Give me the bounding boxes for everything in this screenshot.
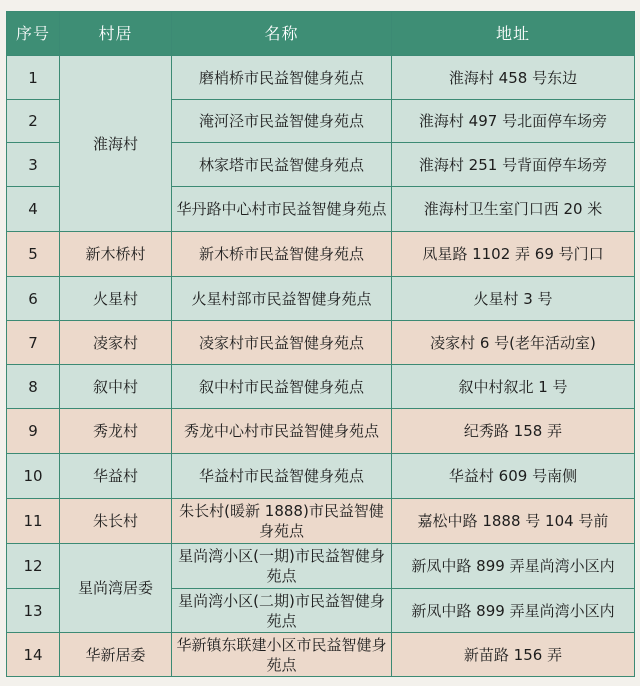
header-address: 地址	[392, 12, 635, 56]
table-row	[7, 232, 635, 277]
cell-address: 淮海村 458 号东边	[392, 56, 635, 100]
table-container	[6, 11, 634, 677]
cell-village: 华新居委	[60, 633, 172, 677]
cell-address: 淮海村卫生室门口西 20 米	[392, 187, 635, 232]
cell-seq: 7	[7, 321, 60, 365]
cell-village: 华益村	[60, 454, 172, 499]
header-row	[7, 12, 635, 56]
cell-village: 秀龙村	[60, 409, 172, 454]
cell-address: 淮海村 251 号背面停车场旁	[392, 143, 635, 187]
header-village: 村居	[60, 12, 172, 56]
cell-name: 华益村市民益智健身苑点	[172, 454, 392, 499]
cell-village: 叙中村	[60, 365, 172, 409]
header-seq: 序号	[7, 12, 60, 56]
cell-address: 新凤中路 899 弄星尚湾小区内	[392, 544, 635, 589]
cell-name: 星尚湾小区(二期)市民益智健身苑点	[172, 589, 392, 633]
cell-seq: 10	[7, 454, 60, 499]
table-row	[7, 499, 635, 544]
cell-name: 淹河泾市民益智健身苑点	[172, 100, 392, 143]
cell-seq: 12	[7, 544, 60, 589]
cell-village: 星尚湾居委	[60, 544, 172, 633]
cell-address: 纪秀路 158 弄	[392, 409, 635, 454]
cell-village: 新木桥村	[60, 232, 172, 277]
cell-village: 朱长村	[60, 499, 172, 544]
cell-address: 凤星路 1102 弄 69 号门口	[392, 232, 635, 277]
cell-name: 秀龙中心村市民益智健身苑点	[172, 409, 392, 454]
table-row	[7, 544, 635, 589]
cell-name: 林家塔市民益智健身苑点	[172, 143, 392, 187]
cell-seq: 4	[7, 187, 60, 232]
cell-seq: 1	[7, 56, 60, 100]
cell-seq: 6	[7, 277, 60, 321]
cell-name: 叙中村市民益智健身苑点	[172, 365, 392, 409]
table-row	[7, 409, 635, 454]
cell-seq: 13	[7, 589, 60, 633]
cell-name: 火星村部市民益智健身苑点	[172, 277, 392, 321]
cell-name: 华新镇东联建小区市民益智健身苑点	[172, 633, 392, 677]
cell-name: 磨梢桥市民益智健身苑点	[172, 56, 392, 100]
table-row	[7, 365, 635, 409]
cell-seq: 11	[7, 499, 60, 544]
cell-village: 凌家村	[60, 321, 172, 365]
cell-seq: 8	[7, 365, 60, 409]
table-row	[7, 454, 635, 499]
cell-seq: 3	[7, 143, 60, 187]
header-name: 名称	[172, 12, 392, 56]
cell-seq: 9	[7, 409, 60, 454]
fitness-point-table	[6, 11, 635, 677]
cell-address: 新苗路 156 弄	[392, 633, 635, 677]
cell-village: 淮海村	[60, 56, 172, 232]
cell-address: 华益村 609 号南侧	[392, 454, 635, 499]
cell-name: 星尚湾小区(一期)市民益智健身苑点	[172, 544, 392, 589]
cell-address: 新凤中路 899 弄星尚湾小区内	[392, 589, 635, 633]
cell-name: 华丹路中心村市民益智健身苑点	[172, 187, 392, 232]
table-row	[7, 633, 635, 677]
cell-address: 嘉松中路 1888 号 104 号前	[392, 499, 635, 544]
table-row	[7, 56, 635, 100]
table-row	[7, 277, 635, 321]
cell-name: 新木桥市民益智健身苑点	[172, 232, 392, 277]
table-row	[7, 321, 635, 365]
cell-address: 火星村 3 号	[392, 277, 635, 321]
cell-address: 淮海村 497 号北面停车场旁	[392, 100, 635, 143]
cell-village: 火星村	[60, 277, 172, 321]
cell-address: 叙中村叙北 1 号	[392, 365, 635, 409]
cell-seq: 14	[7, 633, 60, 677]
cell-seq: 5	[7, 232, 60, 277]
cell-name: 朱长村(暖新 1888)市民益智健身苑点	[172, 499, 392, 544]
cell-address: 凌家村 6 号(老年活动室)	[392, 321, 635, 365]
cell-seq: 2	[7, 100, 60, 143]
cell-name: 凌家村市民益智健身苑点	[172, 321, 392, 365]
